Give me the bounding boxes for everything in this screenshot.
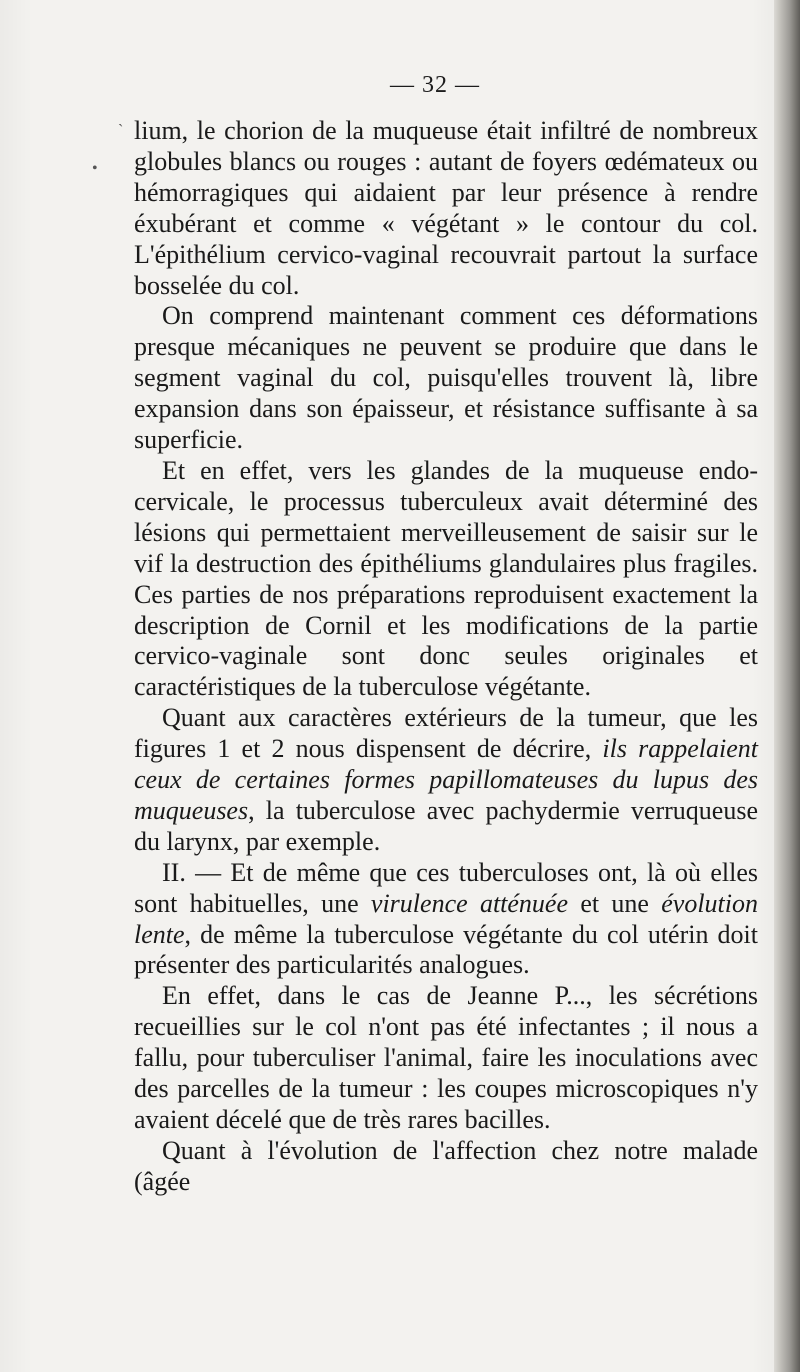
text-run: En effet, dans le cas de Jeanne P..., les sécrétions recueillies sur le col n'ont pas été infectantes ; il nous a fallu, pour tuberculiser l'animal, faire les inoculations avec des parcelles de la tumeur : les coupes microscopiques n'y avaient décelé que de très rares bacilles. (134, 981, 758, 1134)
text-run: , de même la tuberculose végétante du col utérin doit présenter des particularités analogues. (134, 919, 758, 980)
text-run: II. — Et de même que ces tuberculoses ont, là où elles sont habituelles, une (134, 857, 758, 918)
paragraph-p2 (134, 301, 758, 456)
paragraph-p6 (134, 981, 758, 1136)
italic-text: virulence atténuée (370, 888, 569, 918)
margin-mark: • (92, 160, 98, 177)
italic-text: évolution lente (134, 888, 759, 949)
text-run: Et en effet, vers les glandes de la muqueuse endo-cervicale, le processus tuberculeux avait déterminé des lésions qui permettaient merveilleusement de saisir sur le vif la destruction des épithéliums glandulaires plus fragiles. Ces parties de nos préparations reproduisent exactement la description de Cornil et les modifications de la partie cervico-vaginale sont donc seules originales et caractéristiques de la tuberculose végétante. (134, 455, 758, 702)
paragraph-p7 (134, 1136, 758, 1198)
body-text (134, 116, 758, 1198)
paragraph-p3 (134, 456, 758, 703)
text-run: On comprend maintenant comment ces déformations presque mécaniques ne peuvent se produire que dans le segment vaginal du col, puisqu'elles trouvent là, libre expansion dans son épaisseur, et résistance suffisante à sa superficie. (134, 301, 758, 455)
text-run: lium, le chorion de la muqueuse était infiltré de nombreux globules blancs ou rouges : autant de foyers œdémateux ou hémorragiques qui aidaient par leur présence à rendre éxubérant et comme « végétant » le contour du col. L'épithélium cervico-vaginal recouvrait partout la surface bosselée du col. (134, 116, 758, 300)
italic-text: ils rappelaient ceux de certaines formes papillomateuses du lupus des muqueuses (134, 734, 759, 825)
margin-mark: ` (118, 122, 124, 139)
paragraph-p5 (134, 858, 758, 982)
paragraph-p1 (134, 116, 758, 301)
text-run: , la tuberculose avec pachydermie verruqueuse du larynx, par exemple. (134, 795, 758, 856)
text-run: et une (568, 888, 662, 918)
paragraph-p4 (134, 703, 758, 858)
page-number: — 32 — (390, 72, 480, 98)
page-edge-shadow (774, 0, 800, 1372)
text-run: Quant à l'évolution de l'affection chez notre malade (âgée (134, 1135, 758, 1196)
text-run: Quant aux caractères extérieurs de la tumeur, que les figures 1 et 2 nous dispensent de décrire, (134, 703, 758, 764)
